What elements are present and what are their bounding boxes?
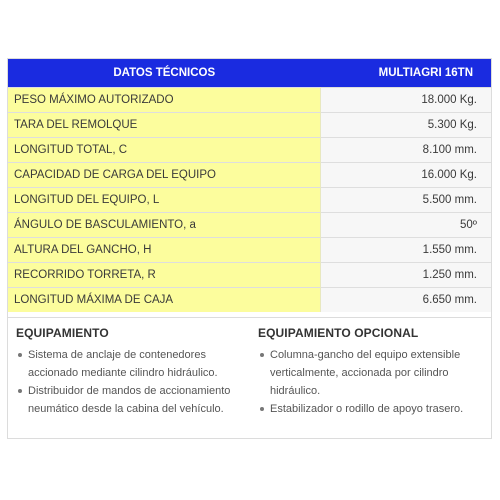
row-label: PESO MÁXIMO AUTORIZADO bbox=[8, 87, 321, 112]
row-value: 6.650 mm. bbox=[321, 287, 492, 312]
list-item bbox=[16, 382, 251, 418]
technical-data-table bbox=[8, 59, 491, 312]
row-value: 1.250 mm. bbox=[321, 262, 492, 287]
table-row bbox=[8, 137, 491, 162]
row-value: 8.100 mm. bbox=[321, 137, 492, 162]
list-item-text: Columna-gancho del equipo extensible verticalmente, accionada por cilindro hidráulico. bbox=[270, 349, 461, 397]
optional-equipment-column bbox=[258, 318, 483, 418]
list-item bbox=[258, 400, 483, 418]
table-row bbox=[8, 287, 491, 312]
bullet-icon bbox=[260, 353, 264, 357]
header-model: MULTIAGRI 16TN bbox=[378, 66, 473, 79]
row-label: CAPACIDAD DE CARGA DEL EQUIPO bbox=[8, 162, 321, 187]
row-label: TARA DEL REMOLQUE bbox=[8, 112, 321, 137]
optional-equipment-list bbox=[258, 346, 483, 418]
table-row bbox=[8, 212, 491, 237]
table-row bbox=[8, 237, 491, 262]
row-value: 50º bbox=[321, 212, 492, 237]
optional-equipment-title: EQUIPAMIENTO OPCIONAL bbox=[258, 326, 419, 340]
list-item-text: Estabilizador o rodillo de apoyo trasero. bbox=[270, 403, 464, 415]
table-row bbox=[8, 262, 491, 287]
list-item bbox=[258, 346, 483, 400]
row-label: LONGITUD MÁXIMA DE CAJA bbox=[8, 287, 321, 312]
list-item-text: Sistema de anclaje de contenedores accionado mediante cilindro hidráulico. bbox=[28, 349, 218, 379]
table-row bbox=[8, 162, 491, 187]
technical-data-card bbox=[7, 58, 492, 439]
row-value: 18.000 Kg. bbox=[321, 87, 492, 112]
row-value: 5.300 Kg. bbox=[321, 112, 492, 137]
list-item-text: Distribuidor de mandos de accionamiento neumático desde la cabina del vehículo. bbox=[28, 385, 231, 415]
row-label: RECORRIDO TORRETA, R bbox=[8, 262, 321, 287]
bullet-icon bbox=[18, 389, 22, 393]
table-header-row bbox=[8, 59, 491, 87]
table-row bbox=[8, 187, 491, 212]
bullet-icon bbox=[18, 353, 22, 357]
row-label: ALTURA DEL GANCHO, H bbox=[8, 237, 321, 262]
bullet-icon bbox=[260, 407, 264, 411]
row-label: LONGITUD DEL EQUIPO, L bbox=[8, 187, 321, 212]
equipment-list bbox=[16, 346, 251, 418]
equipment-section bbox=[8, 317, 491, 438]
list-item bbox=[16, 346, 251, 382]
equipment-title: EQUIPAMIENTO bbox=[16, 326, 109, 340]
row-value: 5.500 mm. bbox=[321, 187, 492, 212]
row-value: 16.000 Kg. bbox=[321, 162, 492, 187]
row-label: LONGITUD TOTAL, C bbox=[8, 137, 321, 162]
table-row bbox=[8, 112, 491, 137]
table-row bbox=[8, 87, 491, 112]
equipment-column bbox=[16, 318, 251, 418]
row-value: 1.550 mm. bbox=[321, 237, 492, 262]
header-technical-data: DATOS TÉCNICOS bbox=[113, 66, 216, 79]
row-label: ÁNGULO DE BASCULAMIENTO, a bbox=[8, 212, 321, 237]
